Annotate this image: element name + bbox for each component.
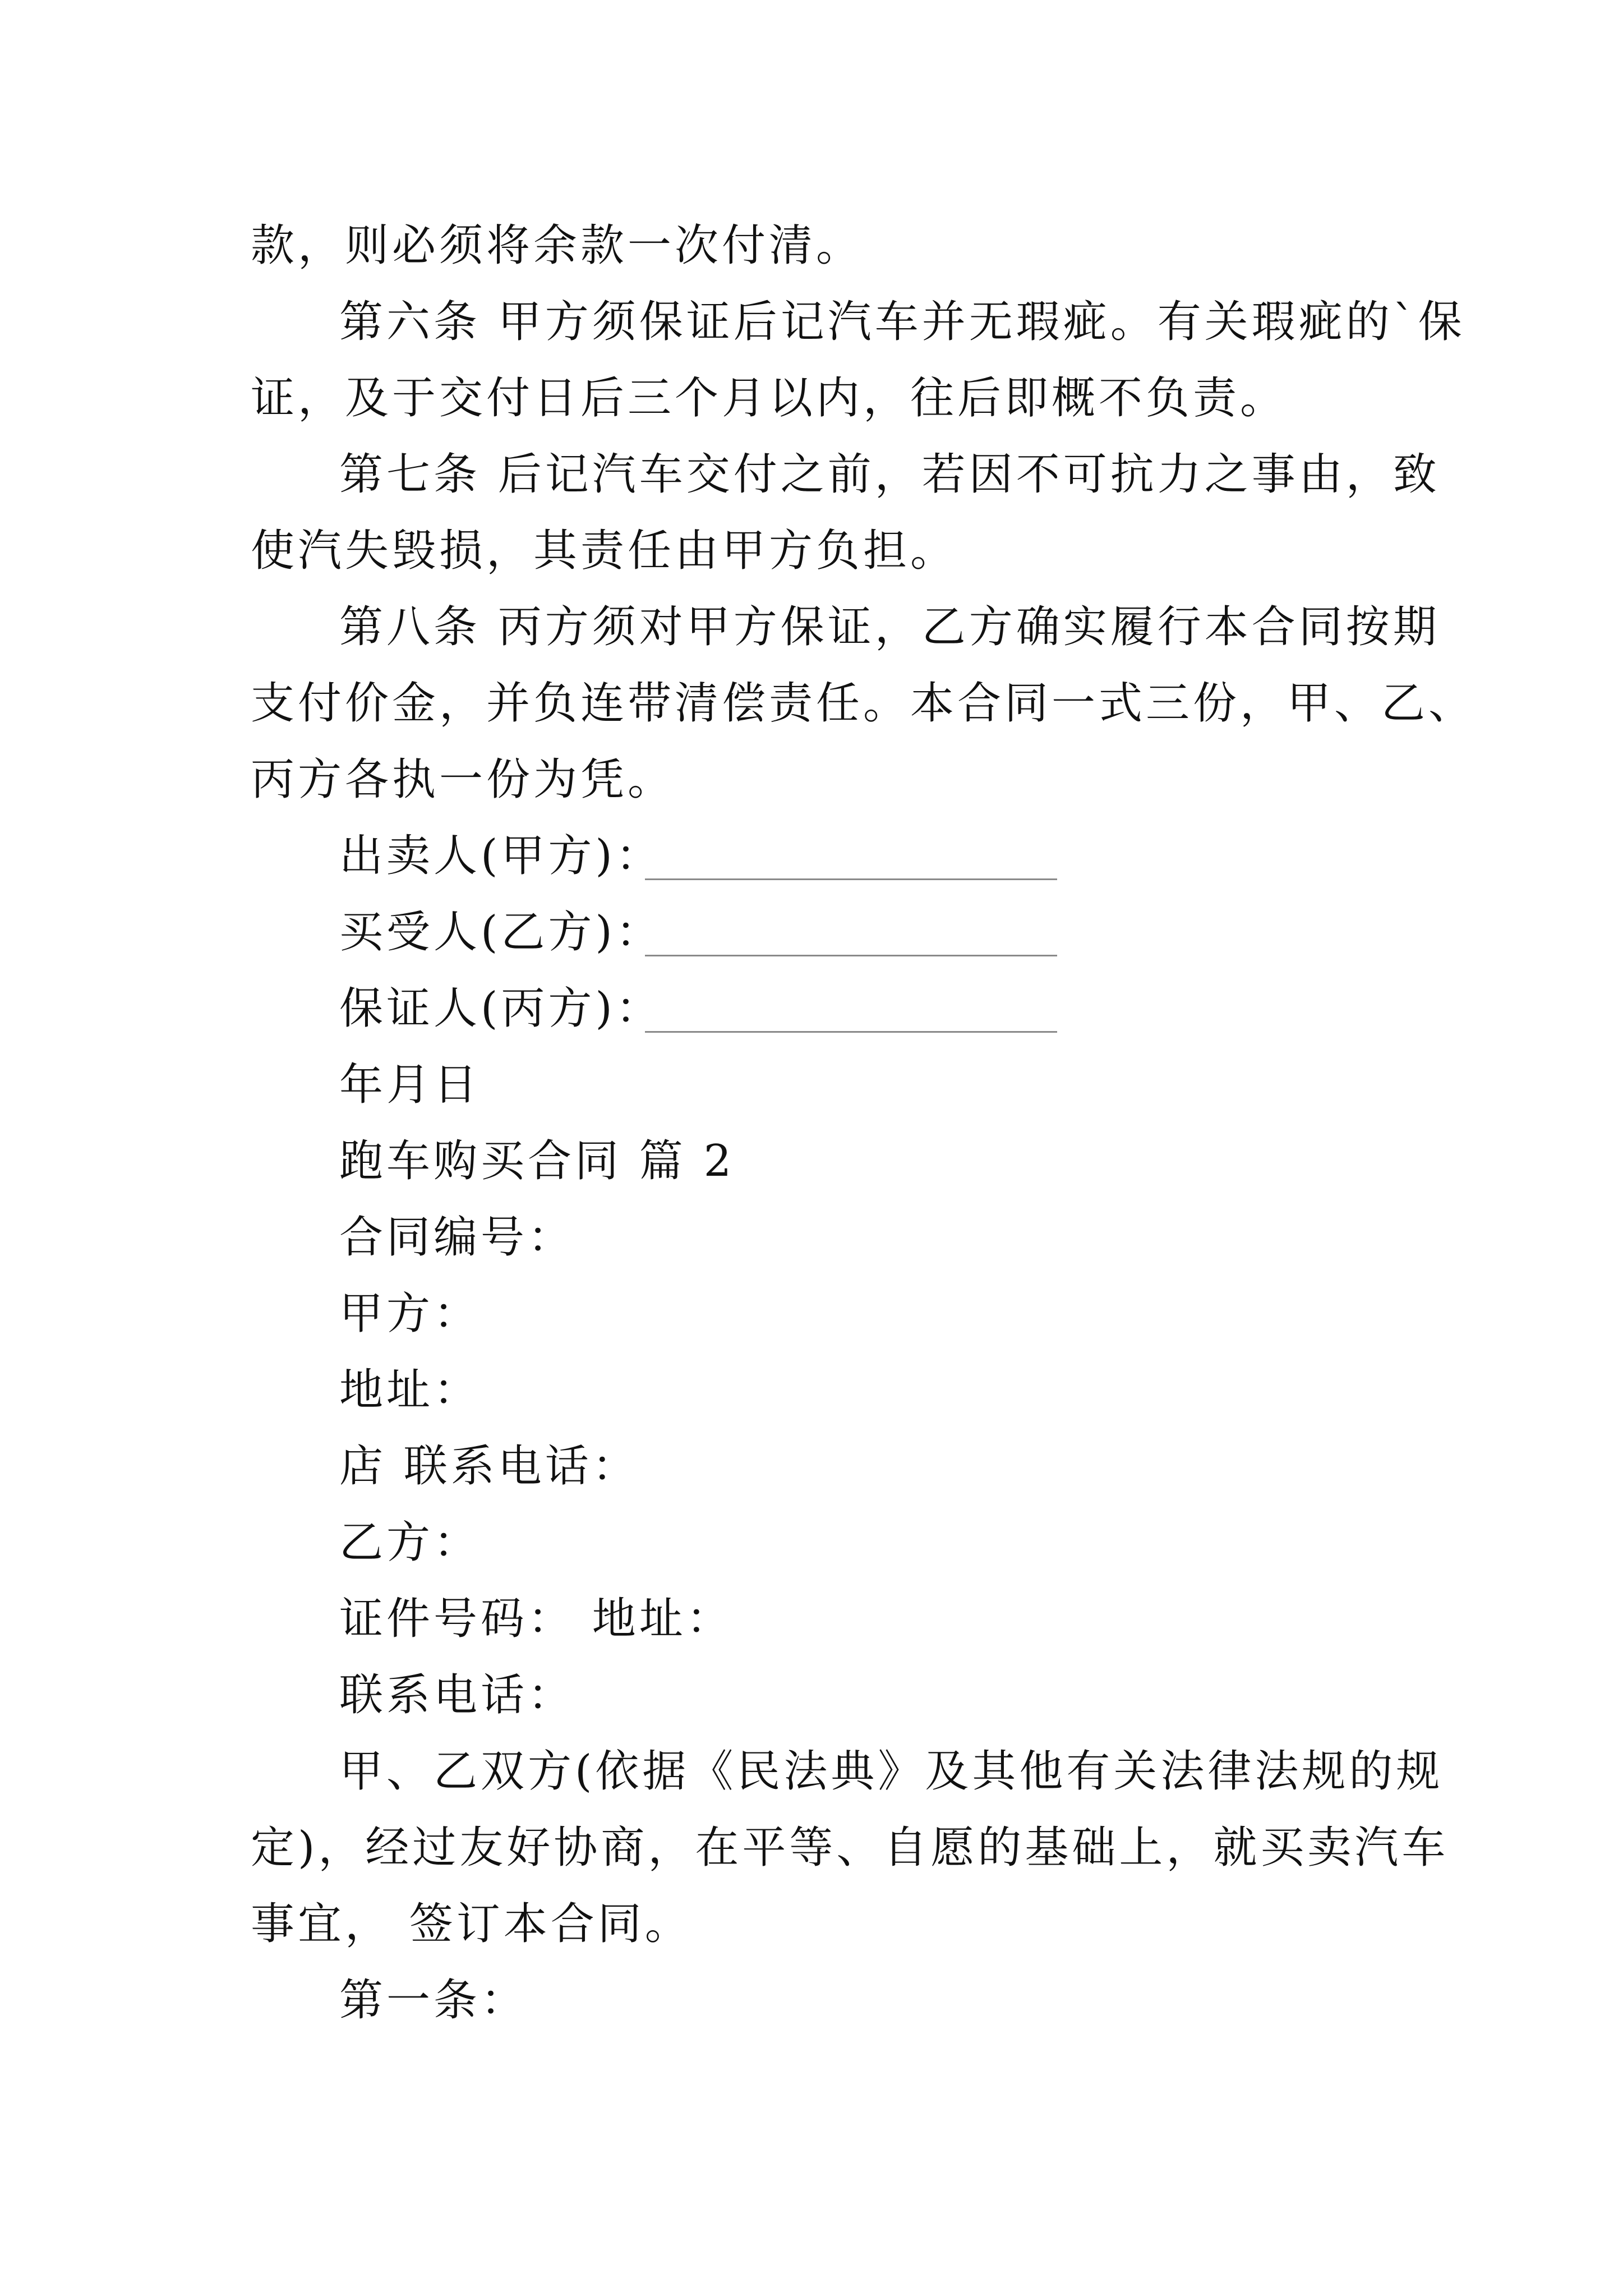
text-line: 定)，经过友好协商，在平等、自愿的基础上，就买卖汽车 — [251, 1823, 1449, 1873]
seller-signature-line — [645, 878, 1057, 880]
text-line: 丙方各执一份为凭。 — [251, 754, 675, 805]
text-line: 事宜， 签订本合同。 — [251, 1899, 692, 1949]
date-line: 年月日 — [339, 1060, 481, 1110]
text-line: 证，及于交付日后三个月以内，往后即概不负责。 — [251, 373, 1288, 424]
phone-label: 店 联系电话： — [339, 1441, 639, 1492]
section-title: 跑车购买合同 篇 2 — [339, 1136, 735, 1186]
text-line: 第六条 甲方须保证后记汽车并无瑕疵。有关瑕疵的`保 — [339, 297, 1465, 347]
party-a-label: 甲方： — [339, 1289, 481, 1339]
text-line: 第八条 丙方须对甲方保证，乙方确实履行本合同按期 — [339, 602, 1440, 652]
text-line: 甲、乙双方(依据《民法典》及其他有关法律法规的规 — [339, 1746, 1444, 1797]
guarantor-label: 保证人(丙方)： — [339, 983, 663, 1034]
text-line: 第七条 后记汽车交付之前，若因不可抗力之事由，致 — [339, 449, 1440, 500]
buyer-label: 买受人(乙方)： — [339, 907, 663, 958]
buyer-signature-line — [645, 955, 1057, 956]
party-b-label: 乙方： — [339, 1517, 481, 1568]
guarantor-signature-line — [645, 1031, 1057, 1033]
phone-label: 联系电话： — [339, 1670, 575, 1720]
text-line: 使汽失毁损，其责任由甲方负担。 — [251, 526, 958, 576]
address-label: 地址： — [339, 1365, 481, 1415]
seller-label: 出卖人(甲方)： — [339, 831, 663, 881]
contract-number-label: 合同编号： — [339, 1212, 575, 1263]
text-line: 款，则必须将余款一次付清。 — [251, 220, 864, 271]
id-address-label: 证件号码： 地址： — [339, 1594, 734, 1644]
article-heading: 第一条： — [339, 1975, 528, 2026]
text-line: 支付价金，并负连带清偿责任。本合同一式三份，甲、乙、 — [251, 678, 1476, 729]
